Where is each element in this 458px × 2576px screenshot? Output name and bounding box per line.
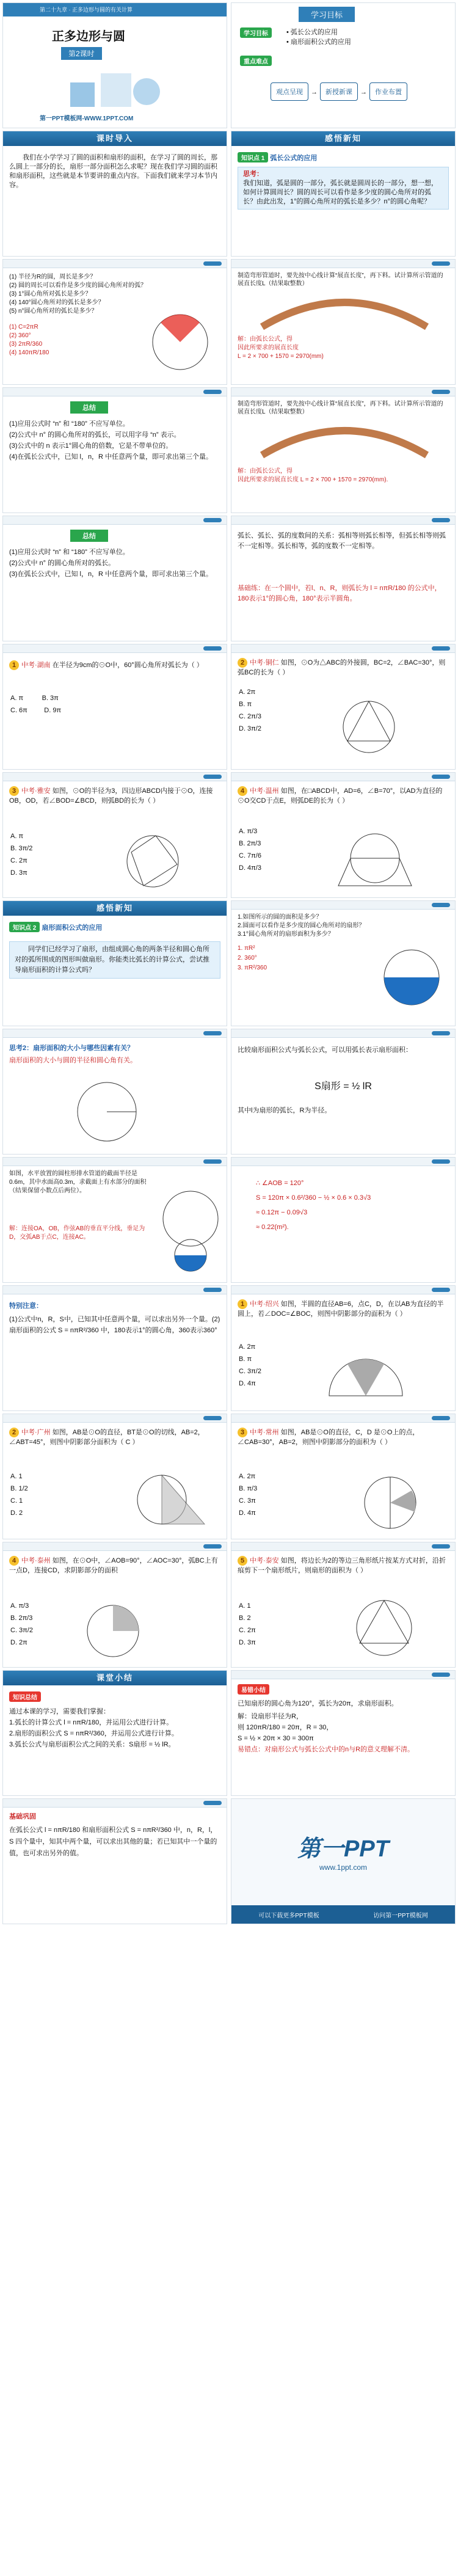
- option[interactable]: A. π: [10, 695, 24, 702]
- top-bar: [231, 1414, 455, 1423]
- brand-right[interactable]: 访问第一PPT模板网: [373, 1912, 428, 1919]
- ex9-text: 如图，AB是⊙O的直径，C，D 是⊙O上的点，∠CAB=30°，AB=2，则图中阴影部分的面积为（ ）: [238, 1429, 420, 1446]
- option[interactable]: D. 4π/3: [239, 864, 261, 872]
- option[interactable]: C. 2π/3: [239, 713, 261, 720]
- diameter-figure: [354, 1469, 427, 1536]
- num-badge-icon: 5: [238, 1556, 247, 1566]
- ex1-slide[interactable]: [2, 644, 227, 770]
- top-bar: [3, 1029, 227, 1038]
- ex8-tag: 中考·广州: [21, 1429, 51, 1436]
- pipe1-slide[interactable]: [231, 259, 456, 385]
- top-bar: [231, 644, 455, 653]
- note-text: 弧长、弧长、弧的度数间的关系：弧相等则弧长相等，但弧长相等则弧不一定相等。弧长相等，弧的度数不一定相等。: [238, 532, 446, 550]
- basic-title: 基础巩固: [9, 1813, 36, 1820]
- option[interactable]: C. 3π: [239, 1497, 256, 1505]
- k1-title: 弧长公式的应用: [270, 155, 318, 162]
- ex4-options: [239, 825, 261, 874]
- option[interactable]: B. 1/2: [10, 1485, 28, 1492]
- ex6-title: 特别注意：: [9, 1302, 43, 1310]
- brand-site[interactable]: www.1ppt.com: [319, 1863, 368, 1872]
- sum2-text: 已知扇形的圆心角为120°，弧长为20π，求扇形面积。: [238, 1700, 398, 1707]
- step-item: 观点呈现: [271, 82, 308, 101]
- question-item: 2.圆面可以看作是多少度的圆心角所对的扇形？: [238, 922, 365, 929]
- k1-text: 我们知道，弧是圆的一部分，弧长就是圆周长的一部分，想一想，如何计算圆周长？圆的周长可以看作是多少度的圆心角所对的弧长？由此出发，1°的圆心角所对的弧长是多少？n°的圆心角呢？: [243, 180, 438, 205]
- step-line: ∴ ∠AOB = 120°: [256, 1180, 304, 1187]
- summary-item: (4)在弧长公式中，已知 l，n，R 中任意两个量，即可求出第三个量。: [9, 453, 213, 461]
- option[interactable]: D. 2: [10, 1509, 23, 1517]
- think-circle-figure: [70, 1078, 144, 1145]
- option[interactable]: D. 4π: [239, 1380, 256, 1387]
- option[interactable]: A. π: [10, 833, 24, 840]
- summary-item: S = ½ × 20π × 30 = 300π: [238, 1735, 314, 1742]
- goals-slide[interactable]: [231, 2, 456, 128]
- intro-text: 我们在小学学习了圆的面积和扇形的面积，在学习了圆的周长，那么圆上一部分的长，扇形一部分面积怎么求呢？现在我们学习圆的面积和扇形面积，这些就是本节要讲的重点内容。下面我们就来学习本节内容。: [9, 154, 217, 189]
- ex11-text: 如图，将边长为2的等边三角形纸片按某方式对折，沿折痕剪下一个扇形纸片，则扇形的面积为（ ）: [238, 1557, 446, 1574]
- option[interactable]: C. 2π: [10, 857, 27, 864]
- goal-label: 学习目标: [240, 27, 272, 38]
- ex11-tag: 中考·泰安: [250, 1557, 279, 1564]
- section-new-title: 感悟新知: [231, 131, 455, 146]
- ex10-options: [10, 1600, 33, 1649]
- sum2-list: [238, 1711, 449, 1755]
- basic-text: 在弧长公式 l = nπR/180 和扇形面积公式 S = nπR²/360 中，n，R，l，S 四个量中，知其中两个量，可以求出其他的量；若已知其中一个量的值，也可求出另外的值。: [9, 1826, 217, 1857]
- header-banner: 第二十九章 · 正多边形与圆的有关计算: [3, 3, 227, 16]
- num-badge-icon: 3: [9, 786, 19, 796]
- summary-item: (3)在弧长公式中，已知 l，n，R 中任意两个量，即可求出第三个量。: [9, 571, 213, 578]
- num-badge-icon: 4: [9, 1556, 19, 1566]
- top-bar: [231, 260, 455, 268]
- ex9-tag: 中考·常州: [250, 1429, 279, 1436]
- question-item: (5) n°圆心角所对的弧长是多少？: [9, 308, 98, 315]
- note-slide[interactable]: [231, 516, 456, 641]
- question-item: (3) 1°圆心角所对弧长是多少？: [9, 291, 92, 297]
- step-line: ≈ 0.12π − 0.09√3: [256, 1209, 308, 1216]
- summary1-list: [9, 418, 220, 462]
- summary2-list: [9, 547, 220, 580]
- num-badge-icon: 4: [238, 786, 247, 796]
- compare-formula: S扇形 = ½ lR: [314, 1081, 372, 1092]
- quarter-circle-figure: [76, 1597, 150, 1665]
- ex8-options: [10, 1470, 28, 1519]
- num-badge-icon: 2: [9, 1428, 19, 1437]
- top-bar: [231, 1158, 455, 1166]
- summary-item: (1)应用公式时 “n” 和 “180” 不应写单位。: [9, 420, 129, 428]
- goals-list: • 弧长公式的应用 • 扇形面积公式的应用: [286, 29, 351, 46]
- cover-title: 正多边形与圆: [52, 30, 125, 43]
- top-bar: [3, 1158, 227, 1166]
- summary2-slide[interactable]: [2, 516, 227, 641]
- sum2-label: 易错小结: [238, 1684, 269, 1695]
- summary-item: 3.弧长公式与扇形面积公式之间的关系：S扇形 = ½ lR。: [9, 1741, 175, 1748]
- questions-slide[interactable]: [2, 259, 227, 385]
- option[interactable]: C. 2π: [239, 1627, 256, 1634]
- step-line: ≈ 0.22(m²).: [256, 1224, 289, 1231]
- summary-item: 则 120πR/180 = 20π，R = 30，: [238, 1724, 333, 1731]
- question-item: (2) 圆的周长可以看作是多少度的圆心角所对的弧？: [9, 282, 147, 289]
- top-bar: [3, 644, 227, 653]
- ex1-tag: 中考·湖南: [21, 662, 51, 669]
- think-slide[interactable]: [2, 1029, 227, 1155]
- num-badge-icon: 1: [9, 660, 19, 670]
- top-bar: [231, 388, 455, 396]
- option[interactable]: D. 4π: [239, 1509, 256, 1517]
- ex5-sol: 解：连接OA，OB，作弦AB的垂直平分线，垂足为D，交弧AB于点C，连接AC。: [9, 1225, 145, 1241]
- brand-logo: 第一PPT: [297, 1836, 389, 1862]
- cover-lesson: 第2课时: [61, 47, 102, 60]
- pipe-figure: [256, 418, 433, 461]
- answer-item: (1) C=2πR: [9, 324, 38, 330]
- semicircle-figure: [323, 1347, 409, 1402]
- option[interactable]: A. 2π: [239, 688, 256, 696]
- num-badge-icon: 1: [238, 1299, 247, 1309]
- option[interactable]: D. 3π: [239, 1639, 256, 1646]
- top-bar: [3, 1414, 227, 1423]
- parallelogram-figure: [329, 828, 421, 889]
- ex1-options: [10, 692, 61, 717]
- sector-circle-figure: [144, 308, 217, 376]
- pipe1-solution: [238, 335, 449, 361]
- summary-item: 2.扇形的面积公式 S = nπR²/360，并运用公式进行计算。: [9, 1730, 178, 1737]
- top-bar: [3, 1286, 227, 1294]
- pipe-section-figure: [159, 1182, 223, 1274]
- pipe2-sol: 解：由弧长公式，得: [238, 468, 293, 475]
- pipe-figure: [256, 290, 433, 333]
- ex8-text: 如图，AB是⊙O的直径，BT是⊙O的切线，AB=2，∠ABT=45°，则图中阴影部分面积为（ C ）: [9, 1429, 205, 1446]
- ex2-tag: 中考·铜仁: [250, 659, 279, 666]
- option[interactable]: B. π/3: [239, 1485, 258, 1492]
- step-line: S = 120π × 0.6²/360 − ½ × 0.6 × 0.3√3: [256, 1194, 371, 1202]
- pipe1-sol: 解：由弧长公式，得: [238, 336, 293, 343]
- sector-q-slide[interactable]: [231, 900, 456, 1026]
- ex4-tag: 中考·温州: [250, 787, 279, 795]
- tangent-figure: [125, 1463, 211, 1536]
- goal-item: 弧长公式的应用: [290, 29, 338, 36]
- option[interactable]: A. π/3: [239, 828, 258, 835]
- ex2-text: 如图，⊙O为△ABC的外接圆，BC=2，∠BAC=30°，则弧BC的长为（ ）: [238, 659, 446, 676]
- compare-text: 比较扇形面积公式与弧长公式，可以用弧长表示扇形面积：: [238, 1046, 412, 1054]
- ex1-text: 在半径为9cm的⊙O中，60°圆心角所对弧长为（ ）: [52, 662, 203, 669]
- option[interactable]: B. 3π: [42, 695, 59, 702]
- think-q: 思考2：扇形面积的大小与哪些因素有关？: [9, 1045, 134, 1052]
- step-item: 新授新课: [320, 82, 358, 101]
- summary-item: 通过本课的学习，需要我们掌握：: [9, 1708, 110, 1715]
- option[interactable]: B. π: [239, 701, 252, 708]
- ex7-tag: 中考·绍兴: [250, 1301, 279, 1308]
- answer-item: 1. πR²: [238, 945, 255, 952]
- ex8-slide[interactable]: [2, 1414, 227, 1539]
- option[interactable]: C. 3π/2: [10, 1627, 33, 1634]
- pipe1-calc2: L = 2 × 700 + 1570 = 2970(mm): [238, 353, 324, 360]
- section-summary-title: 课堂小结: [3, 1671, 227, 1685]
- answer-item: (2) 360°: [9, 332, 31, 339]
- option[interactable]: C. 7π/6: [239, 852, 261, 859]
- option[interactable]: D. 2π: [10, 1639, 27, 1646]
- step-item: 作业布置: [369, 82, 407, 101]
- ex5b-slide[interactable]: [231, 1157, 456, 1283]
- ex2-options: [239, 686, 261, 735]
- k1-slide[interactable]: [231, 131, 456, 257]
- pipe1-calc1: 因此所要求的展直长度: [238, 345, 299, 351]
- top-bar: [231, 901, 455, 910]
- option[interactable]: D. 9π: [44, 707, 62, 714]
- top-bar: [231, 1671, 455, 1679]
- summary-item: 1.弧长的计算公式 l = nπR/180，并运用公式进行计算。: [9, 1719, 173, 1726]
- ex4-text: 如图，在□ABCD中，AD=6，∠B=70°，以AD为直径的⊙O交CD于点E，则弧DE的长为（ ）: [238, 787, 443, 805]
- option[interactable]: B. 2: [239, 1615, 251, 1622]
- k2-title: 扇形面积公式的应用: [42, 924, 103, 932]
- note-base: 基础练：在一个圆中，若l、n、R，则弧长为 l = nπR/180 的公式中，180表示1°的圆心角，180°表示半圆角。: [238, 585, 442, 602]
- section-intro-title: 课时导入: [3, 131, 227, 146]
- k1-label: 知识点 1: [238, 152, 268, 162]
- top-bar: [231, 773, 455, 781]
- k2-label: 知识点 2: [9, 922, 40, 932]
- compare-slide[interactable]: [231, 1029, 456, 1155]
- sum2-slide[interactable]: [231, 1670, 456, 1796]
- ex3-tag: 中考·雅安: [21, 787, 51, 795]
- ex7-options: [239, 1341, 261, 1390]
- question-item: (4) 140°圆心角所对的弧长是多少？: [9, 299, 104, 306]
- ex3-options: [10, 830, 32, 879]
- option[interactable]: A. 1: [239, 1602, 251, 1610]
- pipe2-text: 制造弯形管道时，要先按中心线计算“展直长度”，再下料。试计算所示管道的展直长度L（结果取整数）: [238, 401, 443, 415]
- option[interactable]: B. 2π/3: [10, 1615, 33, 1622]
- top-bar: [231, 1029, 455, 1038]
- summary-item: (1)应用公式时 “n” 和 “180” 不应写单位。: [9, 549, 129, 556]
- pipe2-calc: 因此所要求的展直长度 L = 2 × 700 + 1570 = 2970(mm).: [238, 476, 388, 483]
- inscribed-quad-figure: [119, 828, 186, 895]
- answer-item: 3. πR²/360: [238, 965, 267, 971]
- compare-tail: 其中l为扇形的弧长，R为半径。: [238, 1107, 332, 1114]
- summary-item: (3)公式中的 n 表示1°圆心角的倍数，它是不带单位的。: [9, 442, 173, 450]
- question-item: 3.1°圆心角所对的扇形面积为多少？: [238, 931, 334, 938]
- summary-section-slide[interactable]: [2, 1670, 227, 1796]
- summary-item: (2)公式中 n° 的圆心角所对的弧长，可以用字母 “n” 表示。: [9, 431, 181, 439]
- summary-item: 易错点：对扇形公式与弧长公式中的n与R的意义理解不清。: [238, 1746, 415, 1753]
- option[interactable]: A. 2π: [239, 1343, 256, 1351]
- top-bar: [3, 773, 227, 781]
- intro-slide[interactable]: [2, 131, 227, 257]
- ex9-slide[interactable]: [231, 1414, 456, 1539]
- goal-item: 扇形面积公式的应用: [290, 38, 351, 46]
- ex5-slide[interactable]: [2, 1157, 227, 1283]
- summary2-title: 总结: [70, 530, 108, 542]
- option[interactable]: C. 1: [10, 1497, 23, 1505]
- top-bar: [231, 516, 455, 525]
- ex10-slide[interactable]: [2, 1542, 227, 1668]
- basic-slide[interactable]: [2, 1798, 227, 1924]
- section-new-title-2: 感悟新知: [3, 901, 227, 916]
- ex3-slide[interactable]: [2, 772, 227, 898]
- cover-blocks-icon: [64, 64, 168, 113]
- summary-item: 解：设扇形半径为R，: [238, 1713, 303, 1720]
- ex2-slide[interactable]: [231, 644, 456, 770]
- brand-left[interactable]: 可以下载更多PPT模板: [258, 1912, 319, 1919]
- goal-steps: 观点呈现 → 新授新课 → 作业布置: [268, 82, 410, 101]
- sum1-list: [9, 1706, 220, 1750]
- summary-item: (2)公式中 n° 的圆心角所对的弧长。: [9, 560, 115, 567]
- sum1-label: 知识总结: [9, 1691, 41, 1702]
- goals-title: 学习目标: [299, 7, 355, 22]
- option[interactable]: A. 1: [10, 1473, 23, 1480]
- ex11-slide[interactable]: [231, 1542, 456, 1668]
- option[interactable]: C. 6π: [10, 707, 27, 714]
- ex10-tag: 中考·泰州: [21, 1557, 51, 1564]
- answer-item: (4) 140πR/180: [9, 349, 49, 356]
- k1-think: 思考：: [243, 170, 263, 178]
- option[interactable]: A. π/3: [10, 1602, 29, 1610]
- summary1-slide[interactable]: [2, 387, 227, 513]
- pipe1-text: 制造弯形管道时，要先按中心线计算“展直长度”，再下料。试计算所示管道的展直长度L（结果取整数）: [238, 272, 443, 287]
- ex10-text: 如图，在⊙O中，∠AOB=90°，∠AOC=30°，弧BC上有一点D，连接CD，求阴影部分的面积: [9, 1557, 218, 1574]
- ex6-slide[interactable]: [2, 1285, 227, 1411]
- sector-figure: [378, 944, 445, 1011]
- top-bar: [3, 516, 227, 525]
- summary1-title: 总结: [70, 401, 108, 414]
- option[interactable]: C. 3π/2: [239, 1368, 261, 1375]
- top-bar: [3, 260, 227, 268]
- ex4-slide[interactable]: [231, 772, 456, 898]
- option[interactable]: D. 3π/2: [239, 725, 261, 732]
- focus-label: 重点难点: [240, 56, 272, 66]
- circle-triangle-figure: [335, 693, 402, 761]
- option[interactable]: D. 3π: [10, 869, 27, 877]
- sector-q-list: [238, 913, 449, 939]
- top-bar: [3, 1542, 227, 1551]
- k2-text: 同学们已经学习了扇形，由组成圆心角的两条半径和圆心角所对的弧所围成的图形叫做扇形。你能类比弧长的计算公式，尝试推导扇形面积的计算公式吗？: [9, 941, 220, 979]
- ex7-slide[interactable]: [231, 1285, 456, 1411]
- brand-slide[interactable]: [231, 1798, 456, 1924]
- pipe2-slide[interactable]: [231, 387, 456, 513]
- option[interactable]: A. 2π: [239, 1473, 256, 1480]
- num-badge-icon: 3: [238, 1428, 247, 1437]
- think-text: 扇形面积的大小与圆的半径和圆心角有关。: [9, 1057, 137, 1064]
- ex9-options: [239, 1470, 257, 1519]
- num-badge-icon: 2: [238, 658, 247, 668]
- pipe2-solution: [238, 467, 449, 484]
- ex11-options: [239, 1600, 256, 1649]
- cover-slide[interactable]: [2, 2, 227, 128]
- option[interactable]: B. π: [239, 1356, 252, 1363]
- top-bar: [231, 1286, 455, 1294]
- k2-slide[interactable]: [2, 900, 227, 1026]
- folded-triangle-figure: [341, 1591, 427, 1665]
- cover-site: 第一PPT模板网-WWW.1PPT.COM: [40, 115, 134, 122]
- ex6-text: (1)公式中n，R，S中，已知其中任意两个量，可以求出另外一个量。(2)扇形面积的公式 S = nπR²/360 中，180表示1°的圆心角，360表示360°: [9, 1316, 220, 1334]
- answer-item: (3) 2πR/360: [9, 341, 43, 348]
- ex5-text: 如图，水平放置的圆柱形排水管道的截面半径是0.6m，其中水面高0.3m，求截面上有水部分的面积（结果保留小数点后两位）。: [9, 1170, 147, 1194]
- question-item: (1) 半径为R的圆，周长是多少？: [9, 274, 96, 280]
- ex3-text: 如图，⊙O的半径为3，四边形ABCD内接于⊙O，连接OB，OD，若∠BOD=∠BCD，则弧BD的长为（ ）: [9, 787, 213, 805]
- ex5b-steps: [256, 1176, 449, 1235]
- option[interactable]: B. 2π/3: [239, 840, 261, 847]
- ex7-text: 如图，半圆的直径AB=6，点C，D，在以AB为直径的半圆上，若∠DOC=∠BOC，则图中阴影部分的面积为（ ）: [238, 1301, 444, 1318]
- answer-item: 2. 360°: [238, 955, 257, 961]
- option[interactable]: B. 3π/2: [10, 845, 33, 852]
- top-bar: [231, 1542, 455, 1551]
- top-bar: [3, 1799, 227, 1808]
- top-bar: [3, 388, 227, 396]
- question-item: 1.如图所示的圆的面积是多少？: [238, 914, 322, 921]
